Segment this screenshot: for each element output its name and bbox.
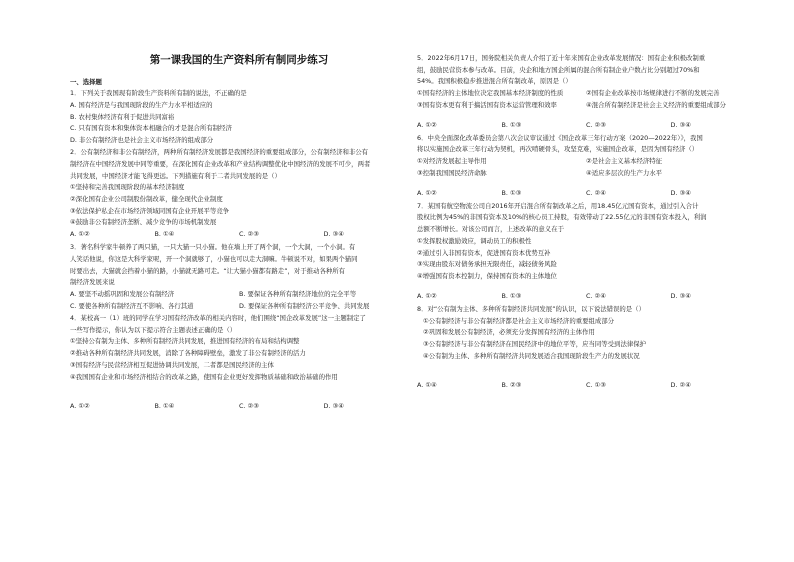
answer-option: C. ①③ [586,381,606,390]
choice: ①坚持公有制为主体、多种所有制经济共同发展，推进国有经济的布局和结构调整 [70,337,300,346]
answer-option: B. 要保证各种所有制经济地位的完全平等 [239,290,357,299]
answer-options [70,302,408,310]
question-8 [417,305,755,390]
answer-options [417,121,755,129]
answer-option: D. 要保证各种所有制经济公平竞争、共同发展 [239,301,370,310]
choice: ④公有制为主体、多种所有制经济共同发展适合我国现阶段生产力的发展状况 [423,351,640,360]
choice: ③公有制经济与非公有制经济在国民经济中的地位平等，应当同等受到法律保护 [423,339,647,348]
answer-option: A. ①② [70,402,90,411]
choice: ②国有企业改革按市场规律进行不断的发展完善 [586,89,720,98]
question-stem: 1．下列关于我国现有阶段生产资料所有制的说法，不正确的是 [70,89,247,98]
choice: ①国有经济的主体地位决定我国基本经济制度的性质 [417,89,564,98]
answer-option: B. ①④ [154,230,175,239]
answer-option: A. 要坚不动摇巩固和发展公有制经济 [70,290,175,299]
answer-option: D. ③④ [670,120,691,129]
question-stem: 时要出去，大猫就会挡着小猫的路，小猫就无路可走。“让大猫小猫都有路走”，对于推动各种所有 [70,266,346,275]
question-stem: 股权比例为45%的非国有资本及10%的核心员工持股，有效带动了22.55亿元的非国有资本投入，利润 [417,213,707,222]
choice: ③实现由股东对债务承担无限责任，减轻债务风险 [417,260,557,269]
choice: ③国有经济与民营经济相互促进协调共同发展，二者都是国民经济的主体 [70,360,274,369]
choice: ③控制我国国民经济命脉 [417,168,487,177]
answer-option: A. ①④ [417,381,437,390]
choice: A. 国有经济是与我国现阶段的生产力水平相适应的 [70,100,213,109]
question-stem: 制经济在中国经济发展中同等重要，在深化国有企业改革和产业结构调整优化中国经济的发展不可少，两者 [70,159,371,168]
answer-option: A. ①② [417,291,437,300]
question-stem: 一些写作提示，你认为以下提示符合主题表述正确的是（） [70,325,237,334]
document-title: 第一课我国的生产资料所有制同步练习 [149,54,329,66]
choice: ①发挥股权激励效应，调动员工的积极性 [417,236,532,245]
choice: C. 只有国有资本和集体资本相融合的才是混合所有制经济 [70,124,232,133]
question-stem: 5．2022年6月17日，国务院相关负责人介绍了近十年来国有企业改革发展情况：国有企业积极改制重 [417,54,706,62]
answer-options [417,292,755,300]
question-stem: 总额不断增长。对该公司而言，上述改革的意义在于 [417,225,564,234]
answer-options [70,230,408,238]
answer-option: A. ①② [417,188,437,197]
choice: ③依法保护私企在市场经济领域同国有企业开展平等竞争 [70,206,230,215]
choice: B. 农村集体经济有利于促进共同富裕 [70,112,175,121]
answer-option: B. ①③ [501,120,522,129]
answer-options [417,381,755,389]
question-1 [70,89,408,144]
answer-option: A. ①② [417,120,437,129]
choice: ②深化国有企业公司制股份制改革，健全现代企业制度 [70,195,223,204]
question-stem: 组，鼓励民营资本参与改革。目前，央企和地方国企所属的混合所有制企业户数占比分别超过70%和 [417,65,700,74]
answer-option: C. ②③ [586,120,606,129]
answer-option: C. ②③ [239,402,259,411]
choice: ④增强国有资本控制力，保持国有资本的主体地位 [417,271,557,280]
choice: ②巩固和发展公有制经济，必须充分发挥国有经济的主体作用 [423,328,595,337]
left-column [70,78,408,415]
answer-option: B. ②③ [501,381,522,390]
choice: ④混合所有制经济是社会主义经济的重要组成部分 [586,100,726,109]
answer-option: D. ③④ [323,402,344,411]
question-stem: 将以实施国企改革三年行动为契机，再次啃硬骨头，攻坚克难，实施国企改革，是因为国有经济（） [417,145,699,154]
question-6 [417,134,755,197]
question-7 [417,202,755,300]
choice: ②推动各种所有制经济共同发展，消除了各种障碍壁垒，激发了非公有制经济的活力 [70,349,306,358]
question-4 [70,314,408,410]
question-stem: 制经济发展来说 [70,278,115,287]
answer-option: B. ①④ [154,402,175,411]
choice: ④适应多层次的生产力水平 [586,168,663,177]
answer-option: A. ①② [70,230,90,239]
section-label: 一、选择题 [70,78,102,86]
choice: ①对经济发展起主导作用 [417,157,487,166]
answer-option: B. ①③ [501,291,522,300]
choice: ②是社会主义基本经济特征 [586,157,663,166]
choice: D. 非公有制经济也是社会主义市场经济的组成部分 [70,136,214,145]
question-stem: 2．公有制经济和非公有制经济，两种所有制经济发展都是我国经济的重要组成部分，公有制经济和非公有 [70,148,369,157]
question-stem: 6．中央全面深化改革委员会第八次会议审议通过《国企改革三年行动方案（2020—2022年）》，我国 [417,133,703,142]
answer-option: D. ②④ [670,381,691,390]
answer-option: C. 要使各种所有制经济互不影响、各行其道 [70,301,194,310]
choice: ④鼓励非公有制经济垄断、减少竞争的市场机制发展 [70,218,217,227]
answer-options [70,402,408,410]
question-3 [70,243,408,310]
answer-options [417,89,755,97]
question-stem: 共同发展，中国经济才能飞得更远。下列措施有利于二者共同发展的是（） [70,171,281,180]
question-stem: 人笑话他说，你这是大科学家呢，开一个洞就够了，小猫也可以走大洞嘛。牛顿说不对，如果两个猫同 [70,255,358,264]
answer-option: D. ③④ [670,291,691,300]
question-stem: 8．对“公有制为主体、多种所有制经济共同发展”的认识，以下说法错误的是（） [417,304,645,313]
answer-option: C. ②③ [239,230,259,239]
question-2 [70,148,408,238]
answer-options [70,290,408,298]
answer-options [417,101,755,109]
choice: ③国有资本更有利于搞活国有资本运营管理和效率 [417,100,557,109]
answer-options [417,169,755,177]
answer-option: C. ②④ [586,188,606,197]
question-stem: 7．某国有航空物流公司自2016年开启混合所有制改革之后，用18.45亿元国有资本，通过引入合计 [417,201,699,210]
answer-options [417,189,755,197]
question-stem: 4．某校高一（1）班的同学在学习国有经济改革的相关内容时，他们围绕“国企改革发展”这一主题制定了 [70,314,366,323]
answer-option: D. ③④ [670,188,691,197]
choice: ①公有制经济与非公有制经济都是社会主义市场经济的重要组成部分 [423,316,615,325]
question-5 [417,54,755,129]
question-stem: 3．著名科学家牛顿养了两只猫，一只大猫一只小猫。他在墙上开了两个洞，一个大洞，一个小洞。有 [70,243,356,252]
question-stem: 54%。我国积极稳步推进混合所有制改革，原因是（） [417,77,572,86]
choice: ④我国国有企业和市场经济相结合的改革之路，使国有企业更好发挥物质基础和政治基础的作用 [70,372,338,381]
answer-options [417,157,755,165]
answer-option: D. ③④ [323,230,344,239]
answer-option: B. ①③ [501,188,522,197]
choice: ②通过引入非国有资本，促进国有资本优势互补 [417,248,551,257]
choice: ①坚持和完善我国现阶段的基本经济制度 [70,183,185,192]
right-column [417,54,755,395]
answer-option: C. ②④ [586,291,606,300]
